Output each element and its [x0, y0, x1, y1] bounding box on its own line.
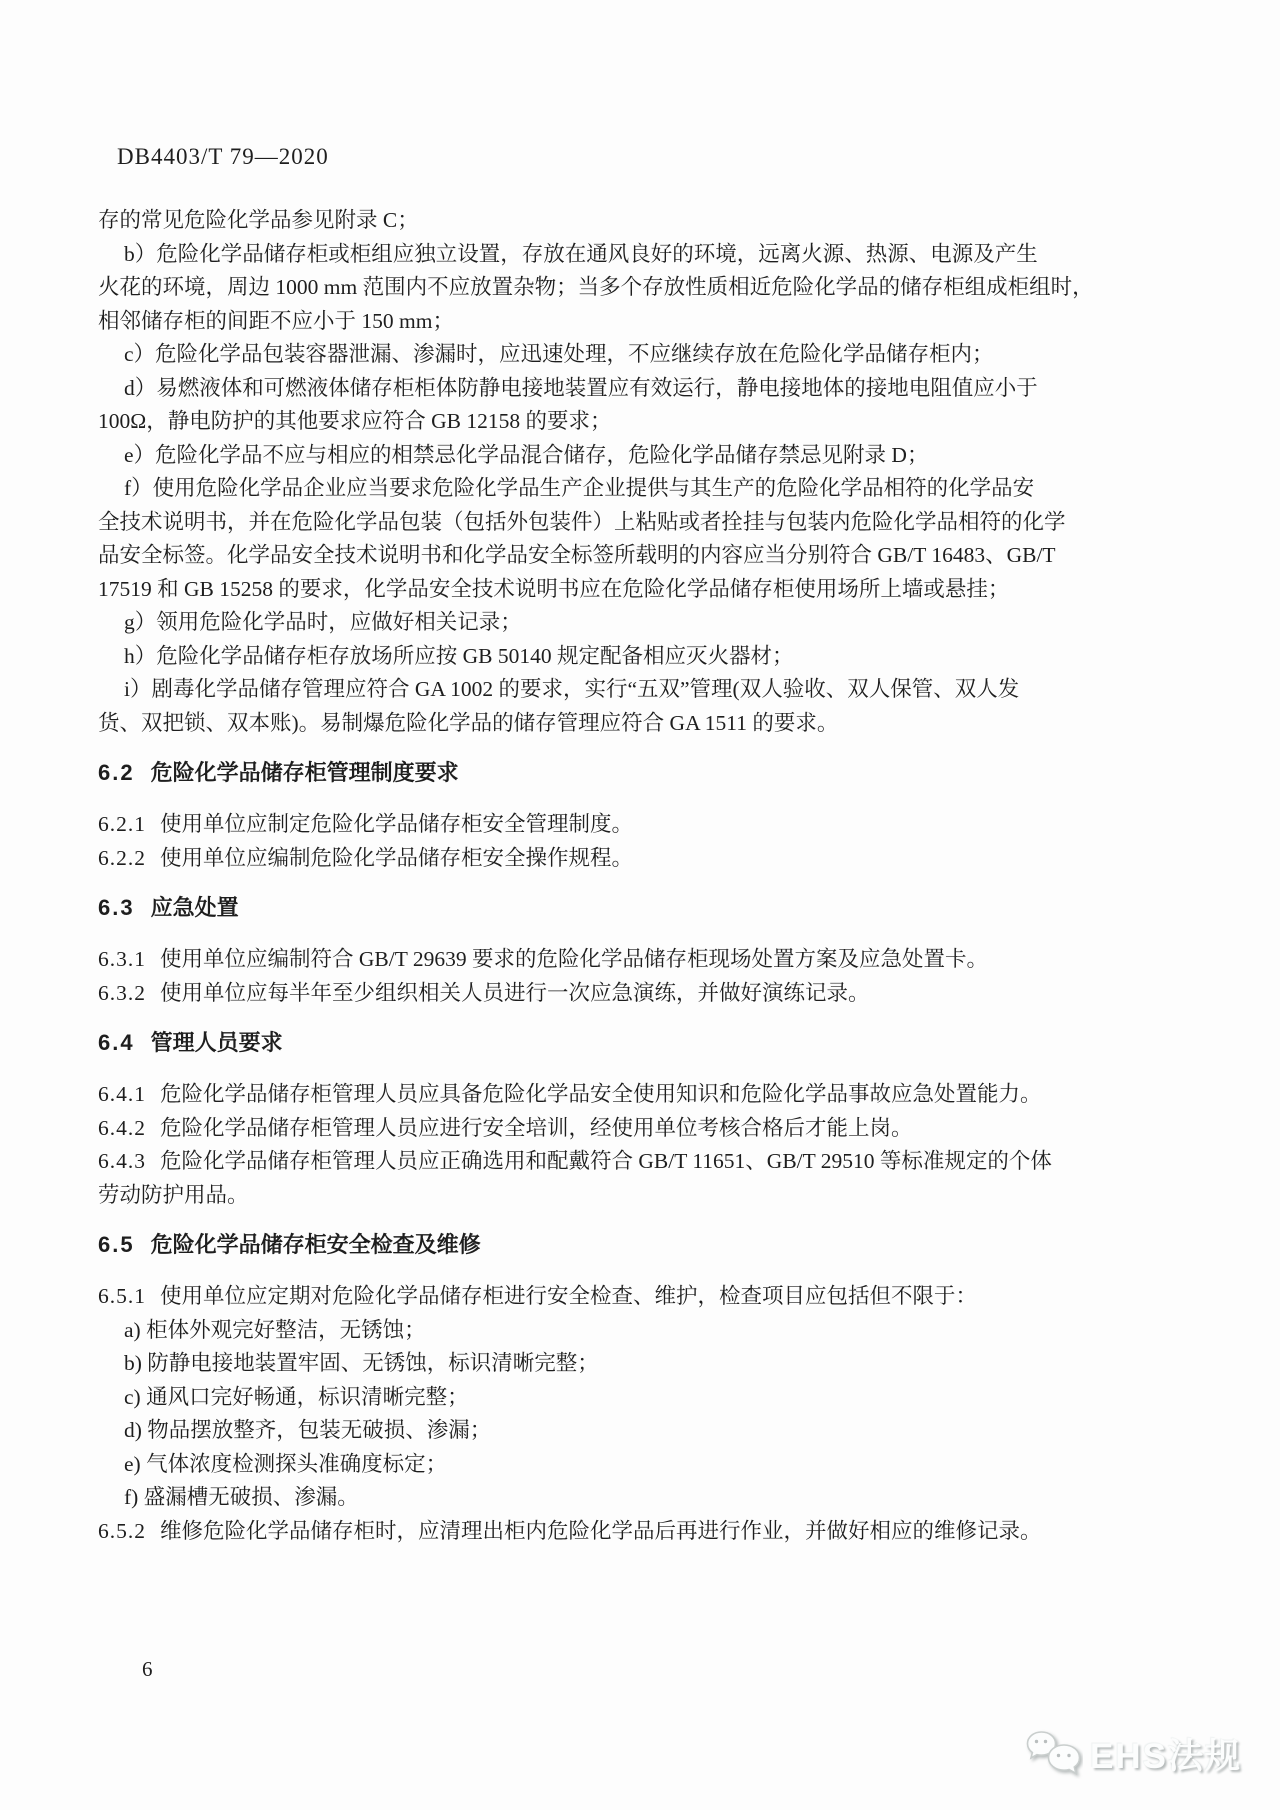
- footer-page-number: 6: [142, 1657, 153, 1681]
- clause-number: 6.3.2: [98, 980, 146, 1005]
- clause-text: 使用单位应编制符合 GB/T 29639 要求的危险化学品储存柜现场处置方案及应急处置卡。: [160, 947, 988, 971]
- body-line: h）危险化学品储存柜存放场所应按 GB 50140 规定配备相应灭火器材；: [124, 643, 794, 668]
- clause-number: 6.4.2: [98, 1115, 146, 1140]
- clause-line: [98, 1515, 1184, 1549]
- body-line: g）领用危险化学品时，应做好相关记录；: [124, 610, 522, 634]
- clause-line: [98, 943, 1184, 977]
- section-number: 6.5: [98, 1232, 135, 1257]
- section-number: 6.3: [98, 895, 135, 920]
- body-line: f）使用危险化学品企业应当要求危险化学品生产企业提供与其生产的危险化学品相符的化学品安: [124, 476, 1035, 500]
- section-title: 危险化学品储存柜安全检查及维修: [150, 1232, 481, 1257]
- body-line: 全技术说明书，并在危险化学品包装（包括外包装件）上粘贴或者拴挂与包装内危险化学品相符的化学: [98, 509, 1066, 534]
- body-line: e）危险化学品不应与相应的相禁忌化学品混合储存，危险化学品储存禁忌见附录 D；: [124, 442, 929, 467]
- clause-number: 6.4.1: [98, 1082, 146, 1106]
- clause-text: 使用单位应定期对危险化学品储存柜进行安全检查、维护，检查项目应包括但不限于：: [160, 1284, 978, 1308]
- clause-text: 使用单位应每半年至少组织相关人员进行一次应急演练，并做好演练记录。: [160, 980, 870, 1005]
- content-area: [98, 204, 1184, 1548]
- clause-line: [98, 1078, 1184, 1112]
- body-line: 存的常见危险化学品参见附录 C；: [98, 208, 419, 232]
- section-title: 危险化学品储存柜管理制度要求: [150, 760, 459, 785]
- clause-text: 危险化学品储存柜管理人员应正确选用和配戴符合 GB/T 11651、GB/T 29510 等标准规定的个体: [160, 1149, 1052, 1173]
- body-line: 100Ω，静电防护的其他要求应符合 GB 12158 的要求；: [98, 409, 612, 433]
- clause-text: 使用单位应制定危险化学品储存柜安全管理制度。: [160, 812, 634, 836]
- section-number: 6.4: [98, 1030, 135, 1055]
- section-number: 6.2: [98, 760, 135, 785]
- body-line: b）危险化学品储存柜或柜组应独立设置，存放在通风良好的环境，远离火源、热源、电源及产生: [124, 241, 1038, 266]
- body-line: c）危险化学品包装容器泄漏、渗漏时，应迅速处理，不应继续存放在危险化学品储存柜内；: [124, 342, 994, 366]
- body-line: 劳动防护用品。: [98, 1182, 249, 1207]
- section-title: 管理人员要求: [150, 1030, 283, 1055]
- body-line: d）易燃液体和可燃液体储存柜柜体防静电接地装置应有效运行，静电接地体的接地电阻值应小于: [124, 375, 1038, 400]
- clause-line: [98, 842, 1184, 876]
- wechat-icon: [1025, 1729, 1083, 1779]
- clause-number: 6.3.1: [98, 947, 146, 971]
- body-line: 火花的环境，周边 1000 mm 范围内不应放置杂物；当多个存放性质相近危险化学品的储存柜组成柜组时，: [98, 275, 1094, 299]
- body-line: a) 柜体外观完好整洁，无锈蚀；: [124, 1317, 426, 1342]
- body-line: 17519 和 GB 15258 的要求，化学品安全技术说明书应在危险化学品储存柜使用场所上墙或悬挂；: [98, 576, 1010, 601]
- clause-text: 危险化学品储存柜管理人员应进行安全培训，经使用单位考核合格后才能上岗。: [160, 1115, 913, 1140]
- clause-line: [98, 808, 1184, 842]
- section-heading: [98, 1228, 1184, 1262]
- watermark: [1025, 1729, 1242, 1779]
- section-title: 应急处置: [150, 895, 239, 920]
- clause-number: 6.5.2: [98, 1518, 146, 1543]
- clause-number: 6.4.3: [98, 1149, 146, 1173]
- body-line: f) 盛漏槽无破损、渗漏。: [124, 1485, 359, 1509]
- clause-line: [98, 1112, 1184, 1146]
- watermark-text: EHS法规: [1090, 1737, 1242, 1776]
- body-line: 品安全标签。化学品安全技术说明书和化学品安全标签所载明的内容应当分别符合 GB/T 16483、GB/T: [98, 543, 1056, 567]
- clause-number: 6.2.2: [98, 845, 146, 870]
- body-line: 相邻储存柜的间距不应小于 150 mm；: [98, 308, 454, 333]
- section-heading: [98, 891, 1184, 925]
- body-line: b) 防静电接地装置牢固、无锈蚀，标识清晰完整；: [124, 1351, 599, 1375]
- section-heading: [98, 756, 1184, 790]
- clause-text: 使用单位应编制危险化学品储存柜安全操作规程。: [160, 845, 634, 870]
- clause-line: [98, 1145, 1184, 1179]
- body-line: 货、双把锁、双本账)。易制爆危险化学品的储存管理应符合 GA 1511 的要求。: [98, 710, 839, 735]
- body-line: c) 通风口完好畅通，标识清晰完整；: [124, 1384, 469, 1409]
- body-line: e) 气体浓度检测探头准确度标定；: [124, 1451, 448, 1476]
- doc-header: DB4403/T 79—2020: [117, 144, 329, 169]
- section-heading: [98, 1026, 1184, 1060]
- clause-text: 维修危险化学品储存柜时，应清理出柜内危险化学品后再进行作业，并做好相应的维修记录。: [160, 1518, 1042, 1543]
- clause-line: [98, 1280, 1184, 1314]
- clause-text: 危险化学品储存柜管理人员应具备危险化学品安全使用知识和危险化学品事故应急处置能力。: [160, 1082, 1042, 1106]
- clause-number: 6.5.1: [98, 1284, 146, 1308]
- body-line: i）剧毒化学品储存管理应符合 GA 1002 的要求，实行“五双”管理(双人验收、双人保管、双人发: [124, 677, 1020, 701]
- clause-line: [98, 977, 1184, 1011]
- clause-number: 6.2.1: [98, 812, 146, 836]
- body-line: d) 物品摆放整齐，包装无破损、渗漏；: [124, 1418, 492, 1442]
